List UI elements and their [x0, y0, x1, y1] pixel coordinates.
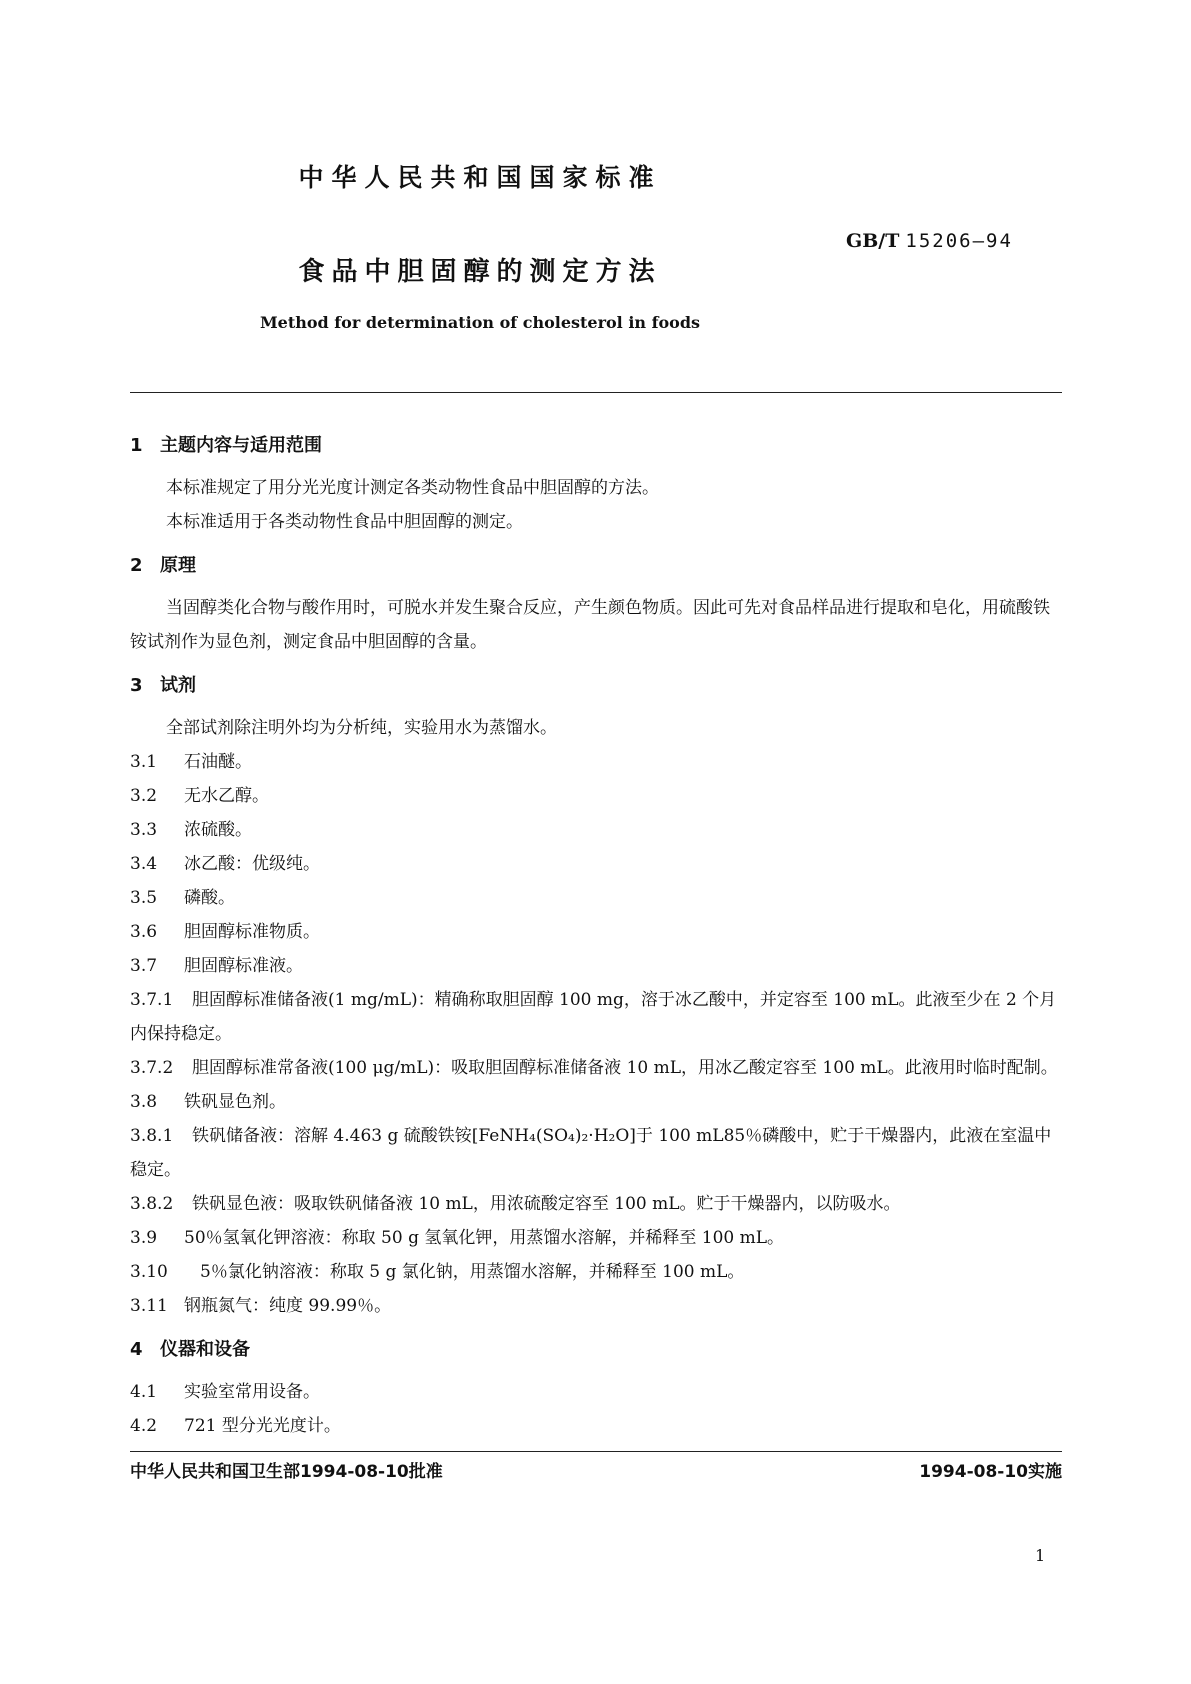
paragraph: 当固醇类化合物与酸作用时，可脱水并发生聚合反应，产生颜色物质。因此可先对食品样品进行提取和皂化，用硫酸铁铵试剂作为显色剂，测定食品中胆固醇的含量。 [130, 598, 1050, 652]
item-number: 3.4 [130, 854, 158, 874]
section-heading [130, 669, 1062, 703]
section-number: 4 [130, 1339, 143, 1360]
paragraph: 全部试剂除注明外均为分析纯，实验用水为蒸馏水。 [166, 718, 557, 738]
item-number: 3.2 [130, 786, 158, 806]
item-number: 3.6 [130, 922, 158, 942]
item-text: 铁矾显色剂。 [184, 1092, 286, 1112]
list-item [130, 1221, 1062, 1255]
item-number: 4.2 [130, 1416, 158, 1436]
footer-divider [130, 1451, 1062, 1452]
footer [130, 1457, 1062, 1491]
item-text: 胆固醇标准储备液(1 mg/mL)：精确称取胆固醇 100 mg，溶于冰乙酸中，并定容至 100 mL。此液至少在 2 个月内保持稳定。 [130, 990, 1057, 1044]
section-number: 3 [130, 675, 143, 696]
item-text: 浓硫酸。 [184, 820, 252, 840]
list-item [130, 983, 1062, 1051]
list-item [130, 745, 1062, 779]
paragraph: 本标准适用于各类动物性食品中胆固醇的测定。 [166, 512, 523, 532]
item-text: 胆固醇标准物质。 [184, 922, 320, 942]
list-item [130, 881, 1062, 915]
document-body [130, 429, 1062, 1443]
page-number: 1 [1035, 1546, 1046, 1565]
list-item [130, 1119, 1062, 1187]
standard-code: GB/T [846, 230, 900, 252]
list-item [130, 915, 1062, 949]
item-number: 3.8.2 [130, 1194, 174, 1214]
list-item [130, 1051, 1062, 1085]
standard-number-value: 15206—94 [905, 230, 1013, 252]
item-text: 721 型分光光度计。 [184, 1416, 341, 1436]
item-text: 冰乙酸：优级纯。 [184, 854, 320, 874]
paragraph: 本标准规定了用分光光度计测定各类动物性食品中胆固醇的方法。 [166, 478, 659, 498]
item-text: 50％氢氧化钾溶液：称取 50 g 氢氧化钾，用蒸馏水溶解，并稀释至 100 mL。 [184, 1228, 785, 1248]
section-number: 2 [130, 555, 143, 576]
section-heading [130, 1333, 1062, 1367]
list-item [130, 1187, 1062, 1221]
item-number: 3.9 [130, 1228, 158, 1248]
national-standard-heading: 中华人民共和国国家标准 [298, 163, 662, 192]
section-heading [130, 549, 1062, 583]
section-title: 主题内容与适用范围 [160, 435, 322, 456]
list-item [130, 847, 1062, 881]
item-text: 实验室常用设备。 [184, 1382, 320, 1402]
section-title: 仪器和设备 [160, 1339, 250, 1360]
approval-statement: 中华人民共和国卫生部1994-08-10批准 [130, 1462, 443, 1482]
item-text: 胆固醇标准常备液(100 μg/mL)：吸取胆固醇标准储备液 10 mL，用冰乙酸定容至 100 mL。此液用时临时配制。 [192, 1058, 1058, 1078]
list-item [130, 1255, 1062, 1289]
item-text: 磷酸。 [184, 888, 235, 908]
list-item [130, 779, 1062, 813]
item-text: 无水乙醇。 [184, 786, 269, 806]
list-item [130, 1289, 1062, 1323]
item-number: 3.10 [130, 1262, 168, 1282]
list-item [130, 1409, 1062, 1443]
item-text: 石油醚。 [184, 752, 252, 772]
document-title: 食品中胆固醇的测定方法 [298, 257, 662, 287]
section-title: 原理 [160, 555, 196, 576]
item-number: 3.8 [130, 1092, 158, 1112]
implementation-date: 1994-08-10实施 [919, 1462, 1062, 1482]
standard-number [846, 230, 1013, 252]
section-title: 试剂 [160, 675, 196, 696]
item-number: 3.7.2 [130, 1058, 174, 1078]
item-number: 3.11 [130, 1296, 168, 1316]
item-text: 铁矾储备液：溶解 4.463 g 硫酸铁铵[FeNH₄(SO₄)₂·H₂O]于 100 mL85％磷酸中，贮于干燥器内，此液在室温中稳定。 [130, 1126, 1052, 1180]
item-text: 铁矾显色液：吸取铁矾储备液 10 mL，用浓硫酸定容至 100 mL。贮于干燥器内，以防吸水。 [192, 1194, 901, 1214]
item-text: 胆固醇标准液。 [184, 956, 303, 976]
item-number: 3.7.1 [130, 990, 174, 1010]
document-title-english: Method for determination of cholesterol in foods [259, 313, 701, 332]
item-number: 4.1 [130, 1382, 158, 1402]
item-number: 3.7 [130, 956, 158, 976]
list-item [130, 949, 1062, 983]
item-number: 3.1 [130, 752, 158, 772]
list-item [130, 1085, 1062, 1119]
item-number: 3.3 [130, 820, 158, 840]
item-text: 钢瓶氮气：纯度 99.99％。 [184, 1296, 392, 1316]
section-number: 1 [130, 435, 143, 456]
list-item [130, 1375, 1062, 1409]
item-text: 5％氯化钠溶液：称取 5 g 氯化钠，用蒸馏水溶解，并稀释至 100 mL。 [200, 1262, 745, 1282]
list-item [130, 813, 1062, 847]
item-number: 3.8.1 [130, 1126, 174, 1146]
section-heading [130, 429, 1062, 463]
header-divider [130, 392, 1062, 393]
item-number: 3.5 [130, 888, 158, 908]
